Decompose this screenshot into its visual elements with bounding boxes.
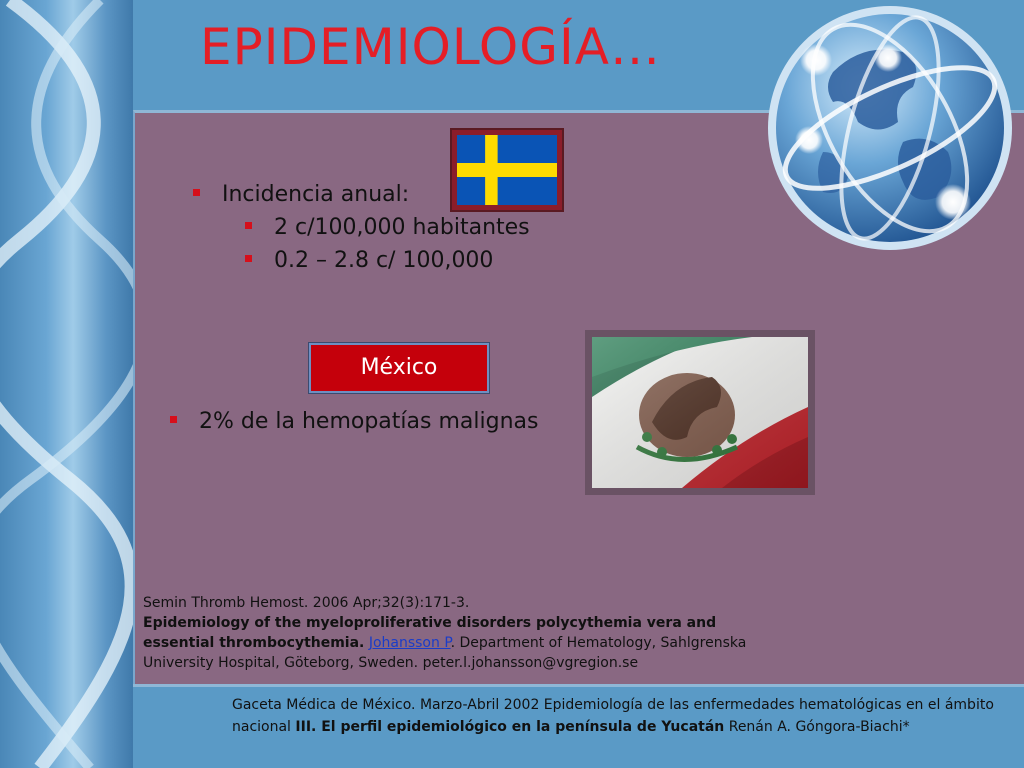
sweden-flag-icon bbox=[450, 128, 564, 212]
list-item bbox=[245, 248, 493, 273]
globe-network-icon bbox=[763, 2, 1017, 254]
bullet-square-icon bbox=[245, 255, 252, 262]
mexico-flag-icon bbox=[585, 330, 815, 495]
ref1-title: Epidemiology of the myeloproliferative disorders polycythemia vera and essential thrombocythemia. bbox=[143, 615, 717, 651]
ref2-author: Renán A. Góngora-Biachi* bbox=[728, 719, 910, 735]
bullet-square-icon bbox=[245, 222, 252, 229]
incidence-value-2: 0.2 – 2.8 c/ 100,000 bbox=[274, 248, 494, 273]
mexico-label-box: México bbox=[309, 343, 489, 393]
incidence-heading: Incidencia anual: bbox=[222, 182, 410, 207]
bullet-square-icon bbox=[170, 416, 177, 423]
mexico-stat bbox=[170, 409, 538, 434]
reference-citation-2 bbox=[232, 694, 1007, 738]
bullet-square-icon bbox=[193, 189, 200, 196]
ref1-affiliation: . Department of Hematology, Sahlgrenska University Hospital, Göteborg, Sweden. peter.l.johansson@vgregion.se bbox=[143, 635, 747, 671]
list-item bbox=[245, 215, 530, 240]
incidence-value-1: 2 c/100,000 habitantes bbox=[274, 215, 530, 240]
dna-helix-image bbox=[0, 0, 133, 768]
ref2-intro: Gaceta Médica de México. Marzo-Abril 2002 Epidemiología de las enfermedades hematológicas en el ámbito nacional bbox=[232, 697, 994, 735]
ref1-author-link[interactable]: Johansson P bbox=[368, 635, 451, 651]
ref1-journal: Semin Thromb Hemost. 2006 Apr;32(3):171-3. bbox=[143, 595, 470, 611]
mexico-stat-text: 2% de la hemopatías malignas bbox=[199, 409, 539, 434]
list-item bbox=[193, 182, 409, 207]
reference-citation-1 bbox=[143, 593, 783, 673]
slide-title: EPIDEMIOLOGÍA… bbox=[200, 18, 661, 76]
ref2-title: III. El perfil epidemiológico en la península de Yucatán bbox=[295, 719, 725, 735]
